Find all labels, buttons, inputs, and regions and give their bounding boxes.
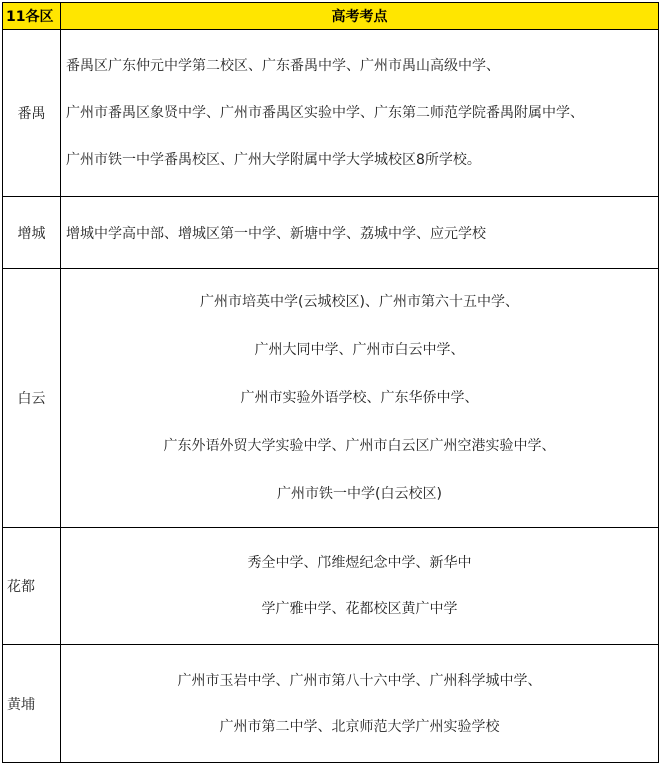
district-cell-panyu: 番禺: [3, 30, 61, 197]
site-line: 广州市铁一中学(白云校区): [277, 486, 442, 502]
site-line: 广州市玉岩中学、广州市第八十六中学、广州科学城中学、: [177, 672, 542, 689]
site-line: 广州大同中学、广州市白云中学、: [254, 342, 465, 358]
table-row-zengcheng: [3, 197, 659, 269]
sites-cell-baiyun: [61, 269, 659, 528]
site-line: 广州市实验外语学校、广东华侨中学、: [240, 390, 479, 406]
site-line: 广州市番禺区象贤中学、广州市番禺区实验中学、广东第二师范学院番禺附属中学、: [66, 104, 584, 121]
sites-column-header: 高考考点: [61, 3, 659, 30]
site-line: 广州市铁一中学番禺校区、广州大学附属中学大学城校区8所学校。: [66, 151, 481, 168]
table-header-row: [3, 3, 659, 30]
site-line: 学广雅中学、花都校区黄广中学: [261, 601, 458, 617]
district-cell-huangpu: 黄埔: [3, 645, 61, 763]
district-column-header: 11各区: [3, 3, 61, 30]
sites-cell-panyu: [61, 30, 659, 197]
sites-cell-zengcheng: [61, 197, 659, 269]
site-line: 增城中学高中部、增城区第一中学、新塘中学、荔城中学、应元学校: [66, 225, 486, 242]
site-line: 番禺区广东仲元中学第二校区、广东番禺中学、广州市禺山高级中学、: [66, 57, 500, 74]
sites-cell-huadu: [61, 528, 659, 645]
sites-cell-huangpu: [61, 645, 659, 763]
table-row-panyu: [3, 30, 659, 197]
district-cell-huadu: 花都: [3, 528, 61, 645]
table-row-baiyun: [3, 269, 659, 528]
table-row-huadu: [3, 528, 659, 645]
site-line: 广州市培英中学(云城校区)、广州市第六十五中学、: [200, 294, 519, 310]
site-line: 广州市第二中学、北京师范大学广州实验学校: [219, 718, 500, 735]
district-cell-zengcheng: 增城: [3, 197, 61, 269]
exam-sites-table: [2, 2, 659, 763]
site-line: 广东外语外贸大学实验中学、广州市白云区广州空港实验中学、: [163, 438, 556, 454]
site-line: 秀全中学、邝维煜纪念中学、新华中: [247, 555, 472, 571]
district-cell-baiyun: 白云: [3, 269, 61, 528]
table-row-huangpu: [3, 645, 659, 763]
